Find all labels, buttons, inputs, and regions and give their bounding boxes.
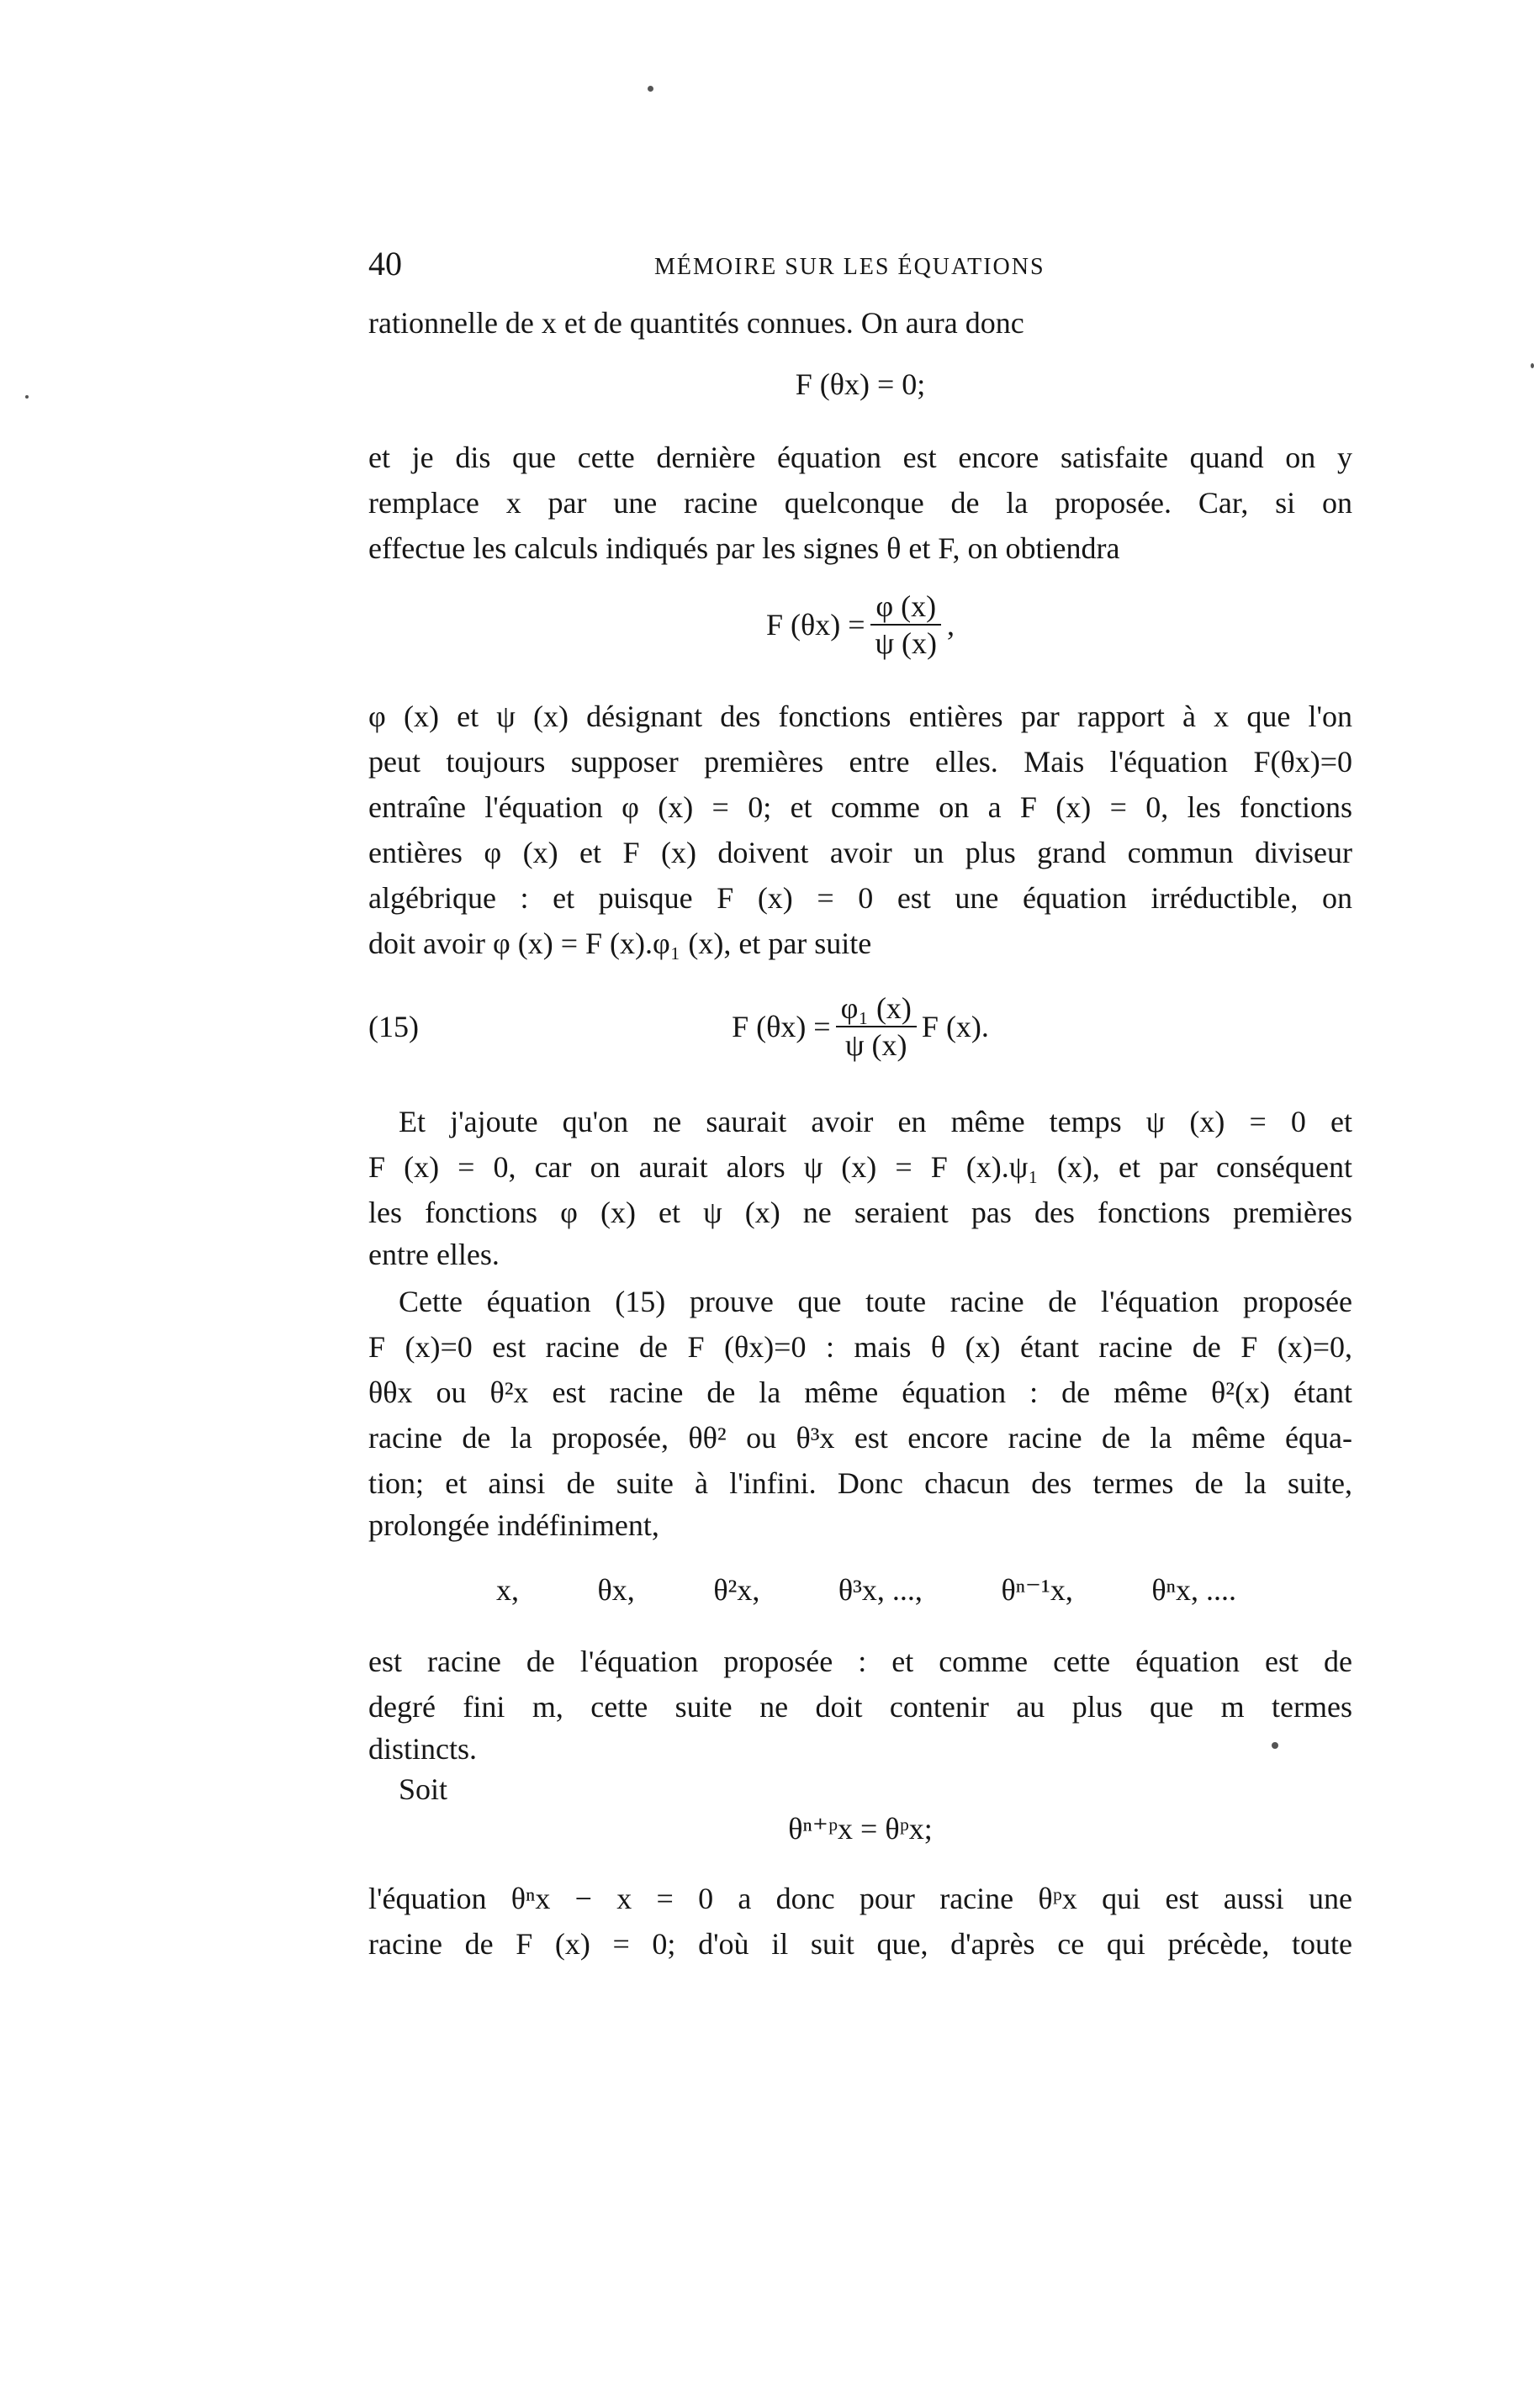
- text-line: entraîne l'équation φ (x) = 0; et comme on a F (x) = 0, les fonctions: [368, 790, 1352, 824]
- equation-2-punctuation: ,: [947, 608, 955, 642]
- scan-speck: [25, 395, 29, 399]
- text-line: effectue les calculs indiqués par les signes θ et F, on obtiendra: [368, 531, 1120, 565]
- text-line: prolongée indéfiniment,: [368, 1508, 659, 1542]
- running-title: MÉMOIRE SUR LES ÉQUATIONS: [654, 254, 1045, 280]
- text-line: racine de F (x) = 0; d'où il suit que, d'après ce qui précède, toute: [368, 1927, 1352, 1961]
- page-number: 40: [368, 245, 402, 283]
- text-line: algébrique : et puisque F (x) = 0 est une équation irréductible, on: [368, 881, 1352, 915]
- series-term: x,: [496, 1573, 519, 1607]
- text-line: tion; et ainsi de suite à l'infini. Donc chacun des termes de la suite,: [368, 1466, 1352, 1500]
- text-line: doit avoir φ (x) = F (x).φ₁ (x), et par suite: [368, 927, 872, 960]
- text-line: F (x) = 0, car on aurait alors ψ (x) = F (x).ψ₁ (x), et par conséquent: [368, 1150, 1352, 1184]
- equation-15: [368, 990, 1352, 1063]
- text-line: θθx ou θ²x est racine de la même équation : de même θ²(x) étant: [368, 1376, 1352, 1409]
- text-line: F (x)=0 est racine de F (θx)=0 : mais θ (x) étant racine de F (x)=0,: [368, 1330, 1352, 1364]
- text-line: l'équation θⁿx − x = 0 a donc pour racine θᵖx qui est aussi une: [368, 1882, 1352, 1915]
- text-line: peut toujours supposer premières entre elles. Mais l'équation F(θx)=0: [368, 745, 1352, 779]
- equation-1: F (θx) = 0;: [795, 367, 926, 401]
- scan-speck: [1272, 1742, 1278, 1749]
- text-line: les fonctions φ (x) et ψ (x) ne seraient pas des fonctions premières: [368, 1196, 1352, 1229]
- fraction-numerator: φ (x): [870, 589, 941, 626]
- text-line: et je dis que cette dernière équation est encore satisfaite quand on y: [368, 441, 1352, 474]
- theta-series: [496, 1572, 1236, 1608]
- scan-speck: [648, 86, 653, 92]
- text-line: racine de la proposée, θθ² ou θ³x est encore racine de la même équa-: [368, 1421, 1352, 1455]
- fraction-denominator: ψ (x): [875, 626, 938, 660]
- fraction: [836, 990, 917, 1063]
- series-term: θⁿ⁻¹x,: [1001, 1573, 1073, 1607]
- series-term: θx,: [597, 1573, 635, 1607]
- fraction-denominator: ψ (x): [845, 1028, 907, 1062]
- text-line: est racine de l'équation proposée : et comme cette équation est de: [368, 1645, 1352, 1678]
- fraction-numerator: φ₁ (x): [836, 990, 917, 1027]
- equation-2: [368, 589, 1352, 661]
- running-head: [368, 244, 1352, 284]
- series-term: θ³x, ...,: [838, 1573, 923, 1607]
- equation-number: (15): [368, 1010, 419, 1043]
- series-term: θ²x,: [713, 1573, 760, 1607]
- text-line: degré fini m, cette suite ne doit contenir au plus que m termes: [368, 1690, 1352, 1724]
- text-line: φ (x) et ψ (x) désignant des fonctions entières par rapport à x que l'on: [368, 700, 1352, 733]
- series-term: θⁿx, ....: [1151, 1573, 1236, 1607]
- scan-speck: [1531, 363, 1534, 368]
- equation-15-rhs: F (x).: [921, 1010, 989, 1043]
- text-line: entre elles.: [368, 1238, 500, 1271]
- equation-15-lhs: F (θx) =: [732, 1010, 831, 1043]
- text-line: Cette équation (15) prouve que toute racine de l'équation proposée: [399, 1285, 1352, 1318]
- fraction: [870, 589, 943, 661]
- text-line: Soit: [399, 1772, 448, 1806]
- equation-2-lhs: F (θx) =: [765, 608, 865, 642]
- text-line: Et j'ajoute qu'on ne saurait avoir en même temps ψ (x) = 0 et: [399, 1105, 1352, 1138]
- text-line: entières φ (x) et F (x) doivent avoir un plus grand commun diviseur: [368, 836, 1352, 869]
- text-line: rationnelle de x et de quantités connues. On aura donc: [368, 306, 1024, 340]
- text-line: distincts.: [368, 1732, 478, 1766]
- text-line: remplace x par une racine quelconque de la proposée. Car, si on: [368, 486, 1352, 520]
- equation-4: θⁿ⁺ᵖx = θᵖx;: [788, 1812, 933, 1846]
